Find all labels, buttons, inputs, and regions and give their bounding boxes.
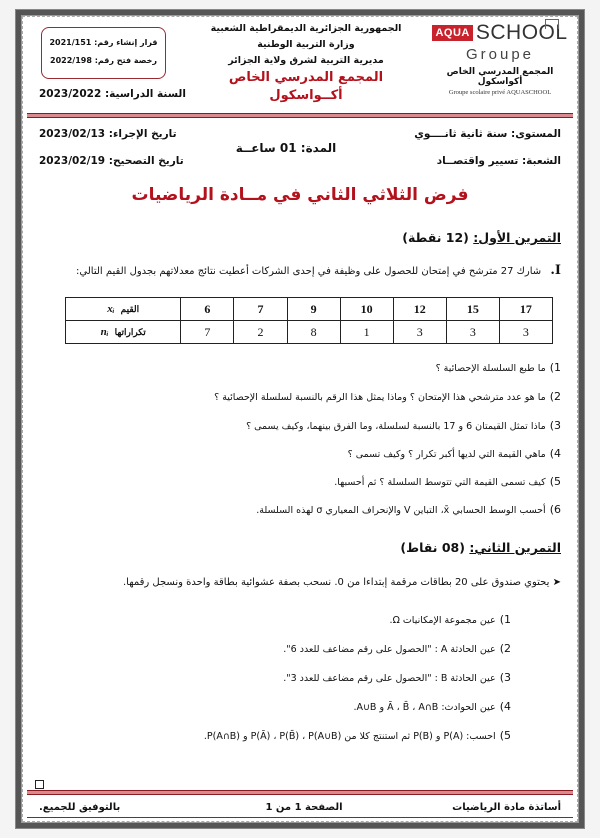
exercise2-intro [77,577,561,588]
question-item: 1)عين مجموعة الإمكانيات Ω. [389,613,511,626]
exercise1-label: التمرين الأول: [473,230,561,245]
level: المستوى: سنة ثانية ثانــــوي [414,128,561,140]
question-item: 3)ماذا تمثل القيمتان 6 و 17 بالنسبة لسلسلة، وما الفرق بينهما، وكيف يسمى ؟ [246,419,561,432]
question-item: 2)ما هو عدد مترشحي هذا الإمتحان ؟ وماذا يمثل هذا الرقم بالنسبة لسلسلة الإحصائية ؟ [214,390,561,403]
exercise1-intro [61,263,561,278]
branch: الشعبة: تسيير واقتصــاد [436,155,561,167]
exam-title: فرض الثلاثي الثاني في مــادة الرياضيات [131,185,469,205]
exercise2-points: (08 نقاط) [400,540,465,555]
logo-french: Groupe scolaire privé AQUASCHOOL [448,89,552,96]
correction-date: تاريخ التصحيح: 2023/02/19 [39,155,184,167]
value-cell: 12 [393,298,446,321]
page-number: الصفحة 1 من 1 [265,802,343,813]
count-cell: 3 [393,321,446,344]
footer-teachers: أساتذة مادة الرياضيات [452,802,561,813]
value-cell: 6 [181,298,234,321]
ministry-line: مديرية التربية لشرق ولاية الجزائر [228,55,384,66]
logo-school: SCHOOL [475,21,568,44]
value-cell: 17 [499,298,552,321]
logo-groupe: Groupe [465,46,535,63]
count-cell: 3 [446,321,499,344]
question-item: 6)أحسب الوسط الحسابي x̄، التباين V والإنحراف المعياري σ لهذه السلسلة. [256,503,561,516]
decree-box [41,27,166,79]
school-year: السنة الدراسية: 2023/2022 [39,88,186,100]
value-cell: 15 [446,298,499,321]
question-item: 5)كيف تسمى القيمة التي تتوسط السلسلة ؟ ثم أحسبها. [334,475,561,488]
exercise1-intro-text: شارك 27 مترشح في إمتحان للحصول على وظيفة في إحدى الشركات أعطيت نتائج معدلاتهم بجدول القيم التالي: [76,266,542,277]
header-divider [27,113,573,118]
aquaschool-logo [435,21,568,96]
exercise2-heading [400,540,561,555]
exercise2-label: التمرين الثاني: [469,540,561,555]
value-cell: 7 [234,298,287,321]
question-item: 4)عين الحوادث: Ā ، B̄ ، A∩B و A∪B. [353,700,511,713]
count-cell: 1 [340,321,393,344]
roman-numeral: I. [550,263,561,278]
exercise2-intro-text: يحتوي صندوق على 20 بطاقات مرقمة إبتداءا من 0. نسحب بصفة عشوائية بطاقة واحدة ونسجل رقمها. [123,577,550,588]
ministry-line: الجمهورية الجزائرية الديمقراطية الشعبية [210,23,402,34]
logo-aqua: AQUA [432,25,472,41]
duration: المدة: 01 ساعــة [235,141,337,155]
header [21,15,579,115]
logo-arabic: المجمع المدرسي الخاص أكواسكول [446,67,554,87]
license-number: رخصة فتح رقم: 2022/198 [50,56,157,65]
count-cell: 8 [287,321,340,344]
counts-header: nᵢ تكراراتها [66,321,181,344]
footer-wish: بالتوفيق للجميع. [39,802,121,813]
count-cell: 3 [499,321,552,344]
question-item: 2)عين الحادثة A : "الحصول على رقم مضاعف للعدد 6". [283,642,511,655]
footer-divider [27,790,573,795]
exercise1-heading [402,230,561,245]
footer-rule [27,817,573,818]
exam-page [16,10,584,828]
count-cell: 7 [181,321,234,344]
question-item: 1)ما طبع السلسلة الإحصائية ؟ [435,361,561,374]
ministry-line: وزارة التربية الوطنية [257,39,355,50]
values-row [66,298,553,321]
values-table [65,297,553,344]
value-cell: 9 [287,298,340,321]
value-cell: 10 [340,298,393,321]
decree-number: قرار إنشاء رقم: 2021/151 [49,38,158,47]
checkbox-square [35,780,44,789]
counts-row [66,321,553,344]
book-icon [545,19,559,29]
arrow-bullet-icon: ➤ [552,577,561,588]
question-item: 3)عين الحادثة B : "الحصول على رقم مضاعف للعدد 3". [283,671,511,684]
question-item: 4)ماهي القيمة التي لديها أكبر تكرار ؟ وكيف تسمى ؟ [347,447,561,460]
exercise1-points: (12 نقطة) [402,230,469,245]
count-cell: 2 [234,321,287,344]
question-item: 5)احسب: P(A) و P(B) ثم استنتج كلا من P(Ā) ، P(B̄) ، P(A∪B) و P(A∩B). [203,729,511,742]
values-header: xᵢ القيم [66,298,181,321]
school-name: المجمع المدرسي الخاص أكــواسكول [228,70,384,103]
ministry-block [191,21,421,105]
exam-date: تاريخ الإجراء: 2023/02/13 [39,128,177,140]
